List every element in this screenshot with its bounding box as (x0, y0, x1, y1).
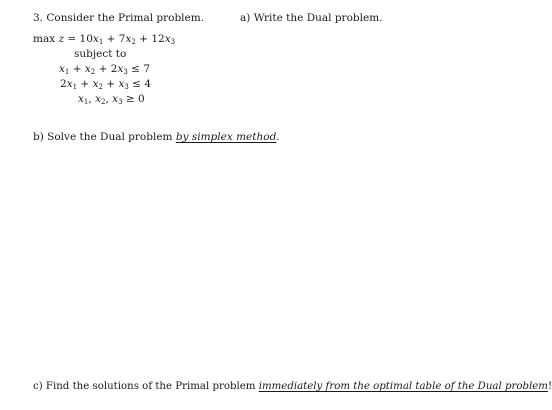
part-b-text (33, 131, 280, 144)
part-c-prefix: c) Find the solutions of the Primal problem (33, 381, 256, 392)
part-c-text (33, 380, 552, 393)
part-a-text: a) Write the Dual problem. (240, 12, 383, 24)
constraint-1-rhs: 7 (143, 63, 151, 75)
part-b-suffix: . (276, 131, 280, 143)
constraint-2: $2x_1 + x_2 + x_3 \le 4$ (60, 78, 152, 91)
constraint-2-relation: ≤ (132, 78, 141, 90)
nonneg-rhs: 0 (138, 93, 145, 105)
constraint-2-coef-1: 2 (60, 78, 67, 90)
constraint-1-coef-3: 2 (110, 63, 118, 75)
objective-function: $\max z = 10x_1 + 7x_2 + 12x_3$ (33, 33, 176, 46)
part-b-prefix: b) Solve the Dual problem (33, 131, 173, 143)
objective-prefix: max (33, 33, 56, 45)
objective-coef-3: 12 (151, 33, 165, 45)
constraint-2-rhs: 4 (144, 78, 152, 90)
objective-variable: z (58, 33, 65, 45)
objective-coef-2: 7 (118, 33, 126, 45)
objective-equals: = (67, 33, 77, 45)
constraint-1: $x_1 + x_2 + 2x_3 \le 7$ (59, 63, 151, 76)
part-b-emphasis: by simplex method (175, 131, 277, 143)
nonneg-relation: ≥ (125, 93, 135, 105)
question-title: 3. Consider the Primal problem. (33, 12, 205, 24)
subject-to-label: subject to (74, 48, 127, 60)
part-c-suffix: ! (547, 381, 552, 392)
constraint-1-relation: ≤ (131, 63, 140, 75)
objective-coef-1: 10 (79, 33, 93, 45)
part-c-emphasis: immediately from the optimal table of the Dual problem (258, 381, 548, 392)
nonnegativity-constraint: $x_1$, $x_2$, $x_3 \ge 0$ (78, 93, 145, 106)
